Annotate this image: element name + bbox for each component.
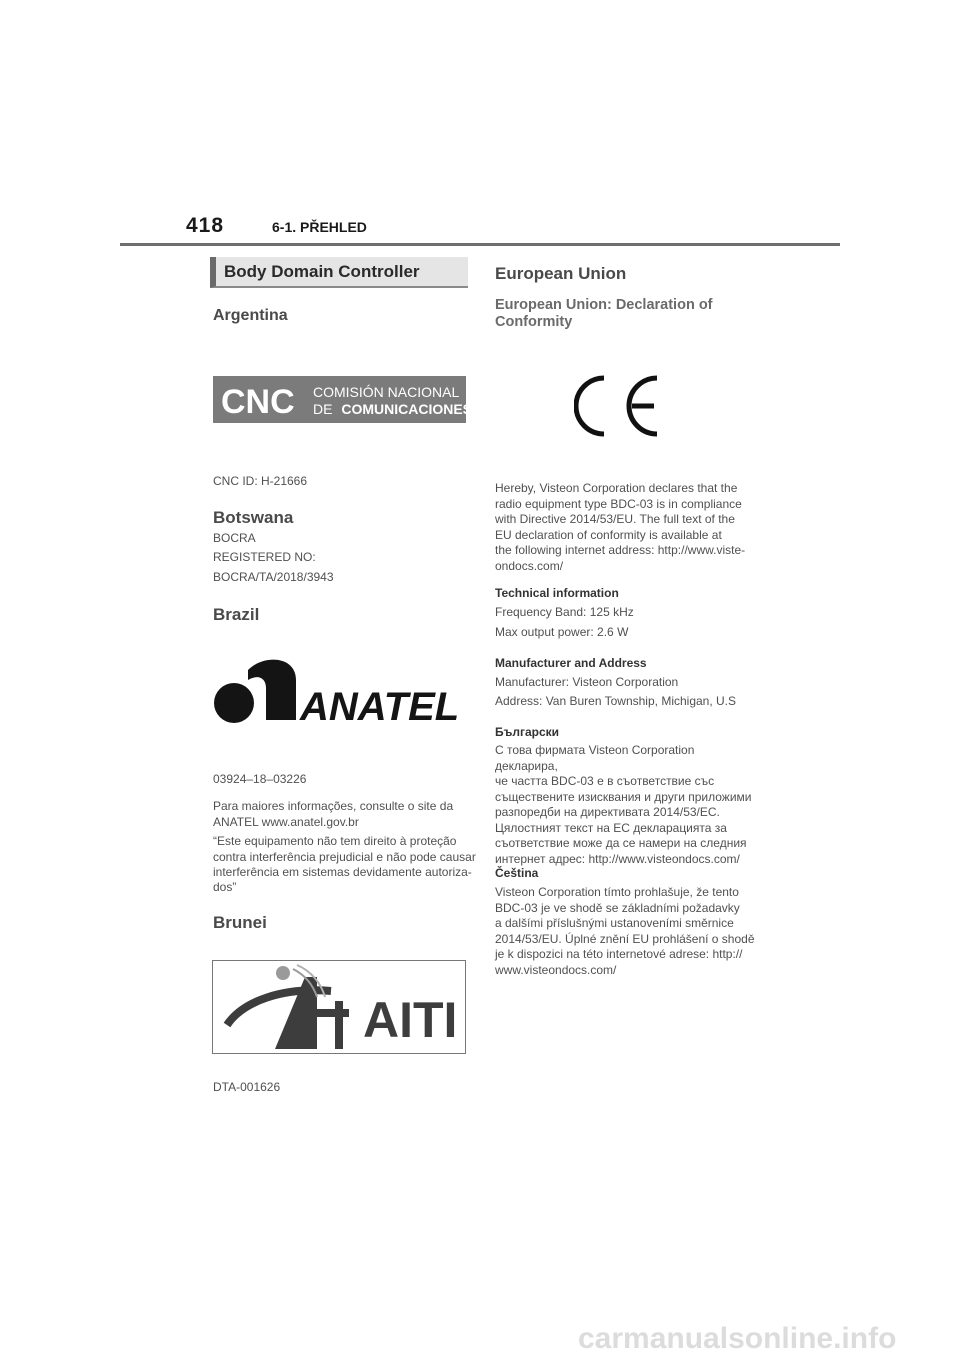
bulgarian-line: разпоредби на директивата 2014/53/EC. [495,805,720,819]
anatel-notice-l4: dos” [213,880,237,894]
aiti-logo [212,960,466,1054]
botswana-heading: Botswana [213,508,294,527]
eu-declaration-line: Hereby, Visteon Corporation declares that the [495,481,738,495]
bulgarian-text [495,743,760,867]
section-title-bar [210,257,468,288]
eu-declaration-line: with Directive 2014/53/EU. The full text of the [495,512,735,526]
cnc-logo [213,376,466,423]
max-output-power: Max output power: 2.6 W [495,625,629,639]
frequency-band: Frequency Band: 125 kHz [495,605,634,619]
anatel-logo-graphic [212,656,468,724]
eu-heading: European Union [495,264,627,283]
botswana-line1: BOCRA [213,531,256,545]
manufacturer: Manufacturer: Visteon Corporation [495,675,679,689]
eu-subheading-l2: Conformity [495,314,573,330]
anatel-notice-l1: “Este equipamento não tem direito à proteção [213,834,457,848]
cnc-logo-line2-bold: COMUNICACIONES [341,401,466,417]
address: Address: Van Buren Township, Michigan, U.S [495,694,737,708]
watermark-text: carmanualsonline.info [578,1322,897,1355]
czech-line: www.visteondocs.com/ [495,962,617,977]
manufacturer-heading: Manufacturer and Address [495,656,647,670]
czech-text [495,885,760,978]
header-rule [120,243,840,246]
ce-mark [574,374,664,438]
bulgarian-line: съответствие може да се намери на следния [495,836,747,850]
anatel-info-l2: ANATEL www.anatel.gov.br [213,815,359,829]
brazil-heading: Brazil [213,605,260,624]
page-number: 418 [186,214,225,237]
anatel-notice-l2: contra interferência prejudicial e não pode causar [213,850,476,864]
section-title: Body Domain Controller [224,262,420,281]
cnc-logo-line1: COMISIÓN NACIONAL [313,384,460,400]
bulgarian-line: Цялостният текст на ЕС декларацията за [495,820,727,835]
eu-declaration [495,481,755,574]
anatel-logo [212,656,468,724]
aiti-logo-graphic [213,961,465,1053]
chapter-title: 6-1. PŘEHLED [272,219,367,235]
bulgarian-line: съществените изисквания и други приложими [495,789,752,804]
cnc-logo-abbr: CNC [221,383,295,421]
czech-line: 2014/53/EU. Úplné znění EU prohlášení o shodě [495,931,755,946]
anatel-code: 03924–18–03226 [213,772,307,786]
anatel-info-l1: Para maiores informações, consulte o site da [213,799,454,813]
bulgarian-line: интернет адрес: http://www.visteondocs.com/ [495,851,740,866]
cnc-id: CNC ID: H-21666 [213,474,308,488]
brunei-heading: Brunei [213,913,267,932]
botswana-line3: BOCRA/TA/2018/3943 [213,570,334,584]
czech-line: je k dispozici na této internetové adrese: http:// [495,947,743,961]
czech-line: Visteon Corporation tímto prohlašuje, že tento [495,885,739,899]
bulgarian-heading: Български [495,725,560,739]
czech-heading: Čeština [495,866,539,880]
anatel-notice-l3: interferência em sistemas devidamente autoriza- [213,865,472,879]
anatel-logo-text: ANATEL [300,685,460,724]
czech-line: BDC-03 je ve shodě se základními požadavky [495,900,740,915]
eu-declaration-line: ondocs.com/ [495,558,564,573]
tech-info-heading: Technical information [495,586,619,600]
ce-mark-graphic [574,374,664,438]
eu-declaration-line: radio equipment type BDC-03 is in compliance [495,496,742,511]
bulgarian-line: че частта BDC-03 е в съответствие със [495,774,715,788]
bulgarian-line: С това фирмата Visteon Corporation декларира, [495,743,695,773]
argentina-heading: Argentina [213,307,288,324]
botswana-line2: REGISTERED NO: [213,550,316,564]
aiti-logo-text: AITI [363,992,458,1048]
eu-declaration-line: the following internet address: http://www.viste- [495,543,746,557]
eu-subheading-l1: European Union: Declaration of [495,297,713,313]
eu-declaration-line: EU declaration of conformity is available at [495,527,722,542]
cnc-logo-line2-prefix: DE [313,401,333,417]
svg-text:DE COMUNICACIONES [313,401,466,417]
brunei-code: DTA-001626 [213,1080,281,1094]
cnc-logo-graphic [213,376,466,423]
czech-line: a dalšími příslušnými ustanoveními směrnice [495,916,734,930]
